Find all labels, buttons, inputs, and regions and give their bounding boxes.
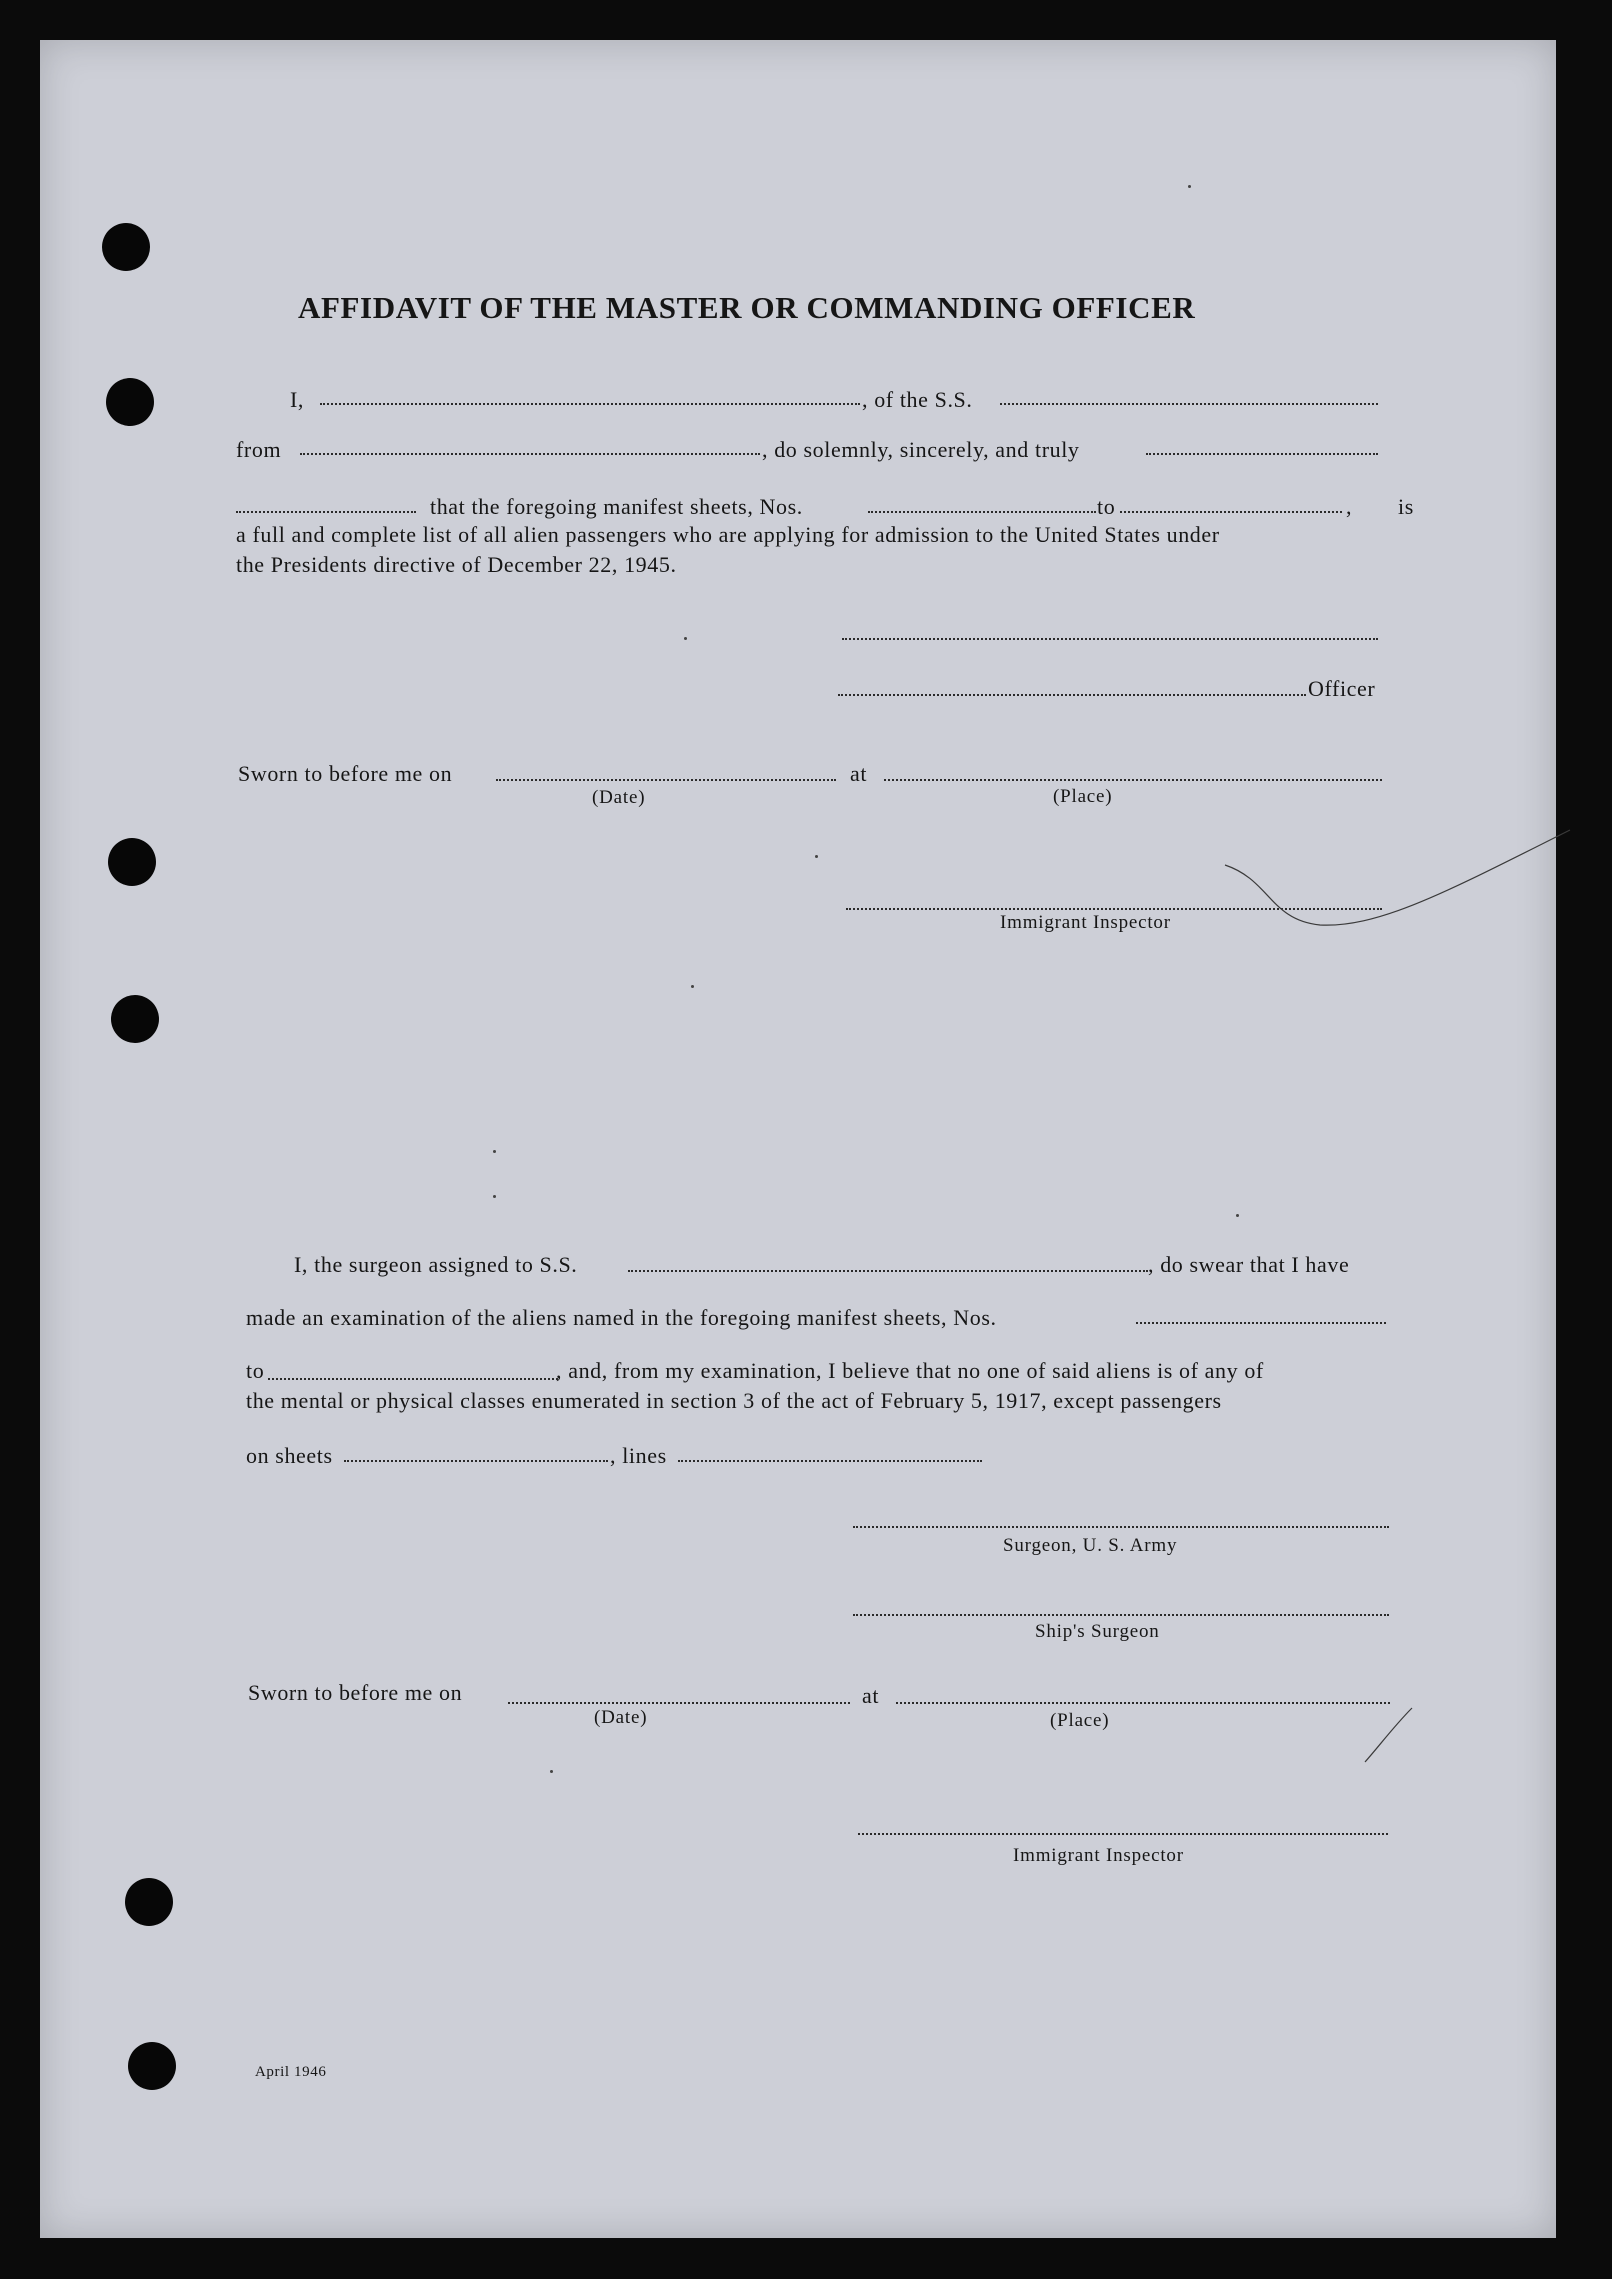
stray-pen-mark — [1210, 780, 1580, 940]
master-inspector-label: Immigrant Inspector — [1000, 912, 1171, 933]
surgeon-line2: made an examination of the aliens named in the foregoing manifest sheets, Nos. — [246, 1305, 997, 1330]
punch-hole — [125, 1878, 173, 1926]
affirmation-field-continued[interactable] — [236, 511, 416, 513]
master-line4: a full and complete list of all alien passengers who are applying for admission to the United States under — [236, 522, 1220, 547]
dust-speck — [1236, 1214, 1239, 1217]
form-page — [40, 40, 1556, 2238]
punch-hole — [102, 223, 150, 271]
master-place-caption: (Place) — [1053, 786, 1113, 807]
surgeon-sworn-date-field[interactable] — [508, 1702, 850, 1704]
master-line3-that: that the foregoing manifest sheets, Nos. — [430, 494, 803, 519]
surgeon-on-sheets-field[interactable] — [344, 1460, 608, 1462]
sheets-to-field[interactable] — [1120, 511, 1342, 513]
punch-hole — [108, 838, 156, 886]
ship-surgeon-label: Ship's Surgeon — [1035, 1621, 1160, 1642]
stray-pen-mark — [1360, 1700, 1420, 1770]
ship-name-field[interactable] — [1000, 403, 1378, 405]
from-port-field[interactable] — [300, 453, 760, 455]
officer-label: Officer — [1308, 676, 1376, 701]
surgeon-ship-field[interactable] — [628, 1270, 1148, 1272]
punch-hole — [106, 378, 154, 426]
master-line2-solemn: , do solemnly, sincerely, and truly — [762, 437, 1080, 462]
affirmation-field[interactable] — [1146, 453, 1378, 455]
dust-speck — [550, 1770, 553, 1773]
surgeon-sworn-label: Sworn to before me on — [248, 1680, 463, 1705]
master-line1-i: I, — [290, 387, 305, 412]
dust-speck — [493, 1195, 496, 1198]
surgeon-sworn-at: at — [862, 1683, 880, 1708]
punch-hole — [111, 995, 159, 1043]
surgeon-inspector-label: Immigrant Inspector — [1013, 1845, 1184, 1866]
surgeon-lines-field[interactable] — [678, 1460, 982, 1462]
master-line3-is: is — [1398, 494, 1414, 519]
sheets-from-field[interactable] — [868, 511, 1096, 513]
master-line3-comma: , — [1346, 494, 1353, 519]
ship-surgeon-signature-line[interactable] — [853, 1614, 1389, 1616]
dust-speck — [815, 855, 818, 858]
form-title: AFFIDAVIT OF THE MASTER OR COMMANDING OFFICER — [298, 290, 1196, 325]
dust-speck — [691, 985, 694, 988]
army-surgeon-label: Surgeon, U. S. Army — [1003, 1535, 1178, 1556]
surgeon-line5-a: on sheets — [246, 1443, 333, 1468]
surgeon-place-caption: (Place) — [1050, 1710, 1110, 1731]
surgeon-line3-to: to — [246, 1358, 265, 1383]
master-line5: the Presidents directive of December 22, 1945. — [236, 552, 677, 577]
surgeon-sheets-to-field[interactable] — [268, 1378, 558, 1380]
surgeon-sheets-from-field[interactable] — [1136, 1322, 1386, 1324]
master-signature-line[interactable] — [842, 638, 1378, 640]
master-date-caption: (Date) — [592, 787, 646, 808]
surgeon-line5-b: , lines — [610, 1443, 667, 1468]
master-sworn-date-field[interactable] — [496, 779, 836, 781]
surgeon-line1-b: , do swear that I have — [1148, 1252, 1350, 1277]
master-sworn-label: Sworn to before me on — [238, 761, 453, 786]
surgeon-sworn-place-field[interactable] — [896, 1702, 1390, 1704]
form-print-date: April 1946 — [255, 2064, 327, 2080]
master-line1-of-ss: , of the S.S. — [862, 387, 973, 412]
master-name-field[interactable] — [320, 403, 860, 405]
dust-speck — [684, 637, 687, 640]
master-sworn-at: at — [850, 761, 868, 786]
punch-hole — [128, 2042, 176, 2090]
surgeon-line4: the mental or physical classes enumerated in section 3 of the act of February 5, 1917, except passengers — [246, 1388, 1222, 1413]
dust-speck — [1188, 185, 1191, 188]
master-line3-to: to — [1097, 494, 1116, 519]
surgeon-line3-b: , and, from my examination, I believe that no one of said aliens is of any of — [556, 1358, 1264, 1383]
master-line2-from: from — [236, 437, 282, 462]
surgeon-date-caption: (Date) — [594, 1707, 648, 1728]
surgeon-line1-a: I, the surgeon assigned to S.S. — [294, 1252, 578, 1277]
surgeon-inspector-signature-line[interactable] — [858, 1833, 1388, 1835]
officer-title-line[interactable] — [838, 694, 1306, 696]
army-surgeon-signature-line[interactable] — [853, 1526, 1389, 1528]
dust-speck — [493, 1150, 496, 1153]
